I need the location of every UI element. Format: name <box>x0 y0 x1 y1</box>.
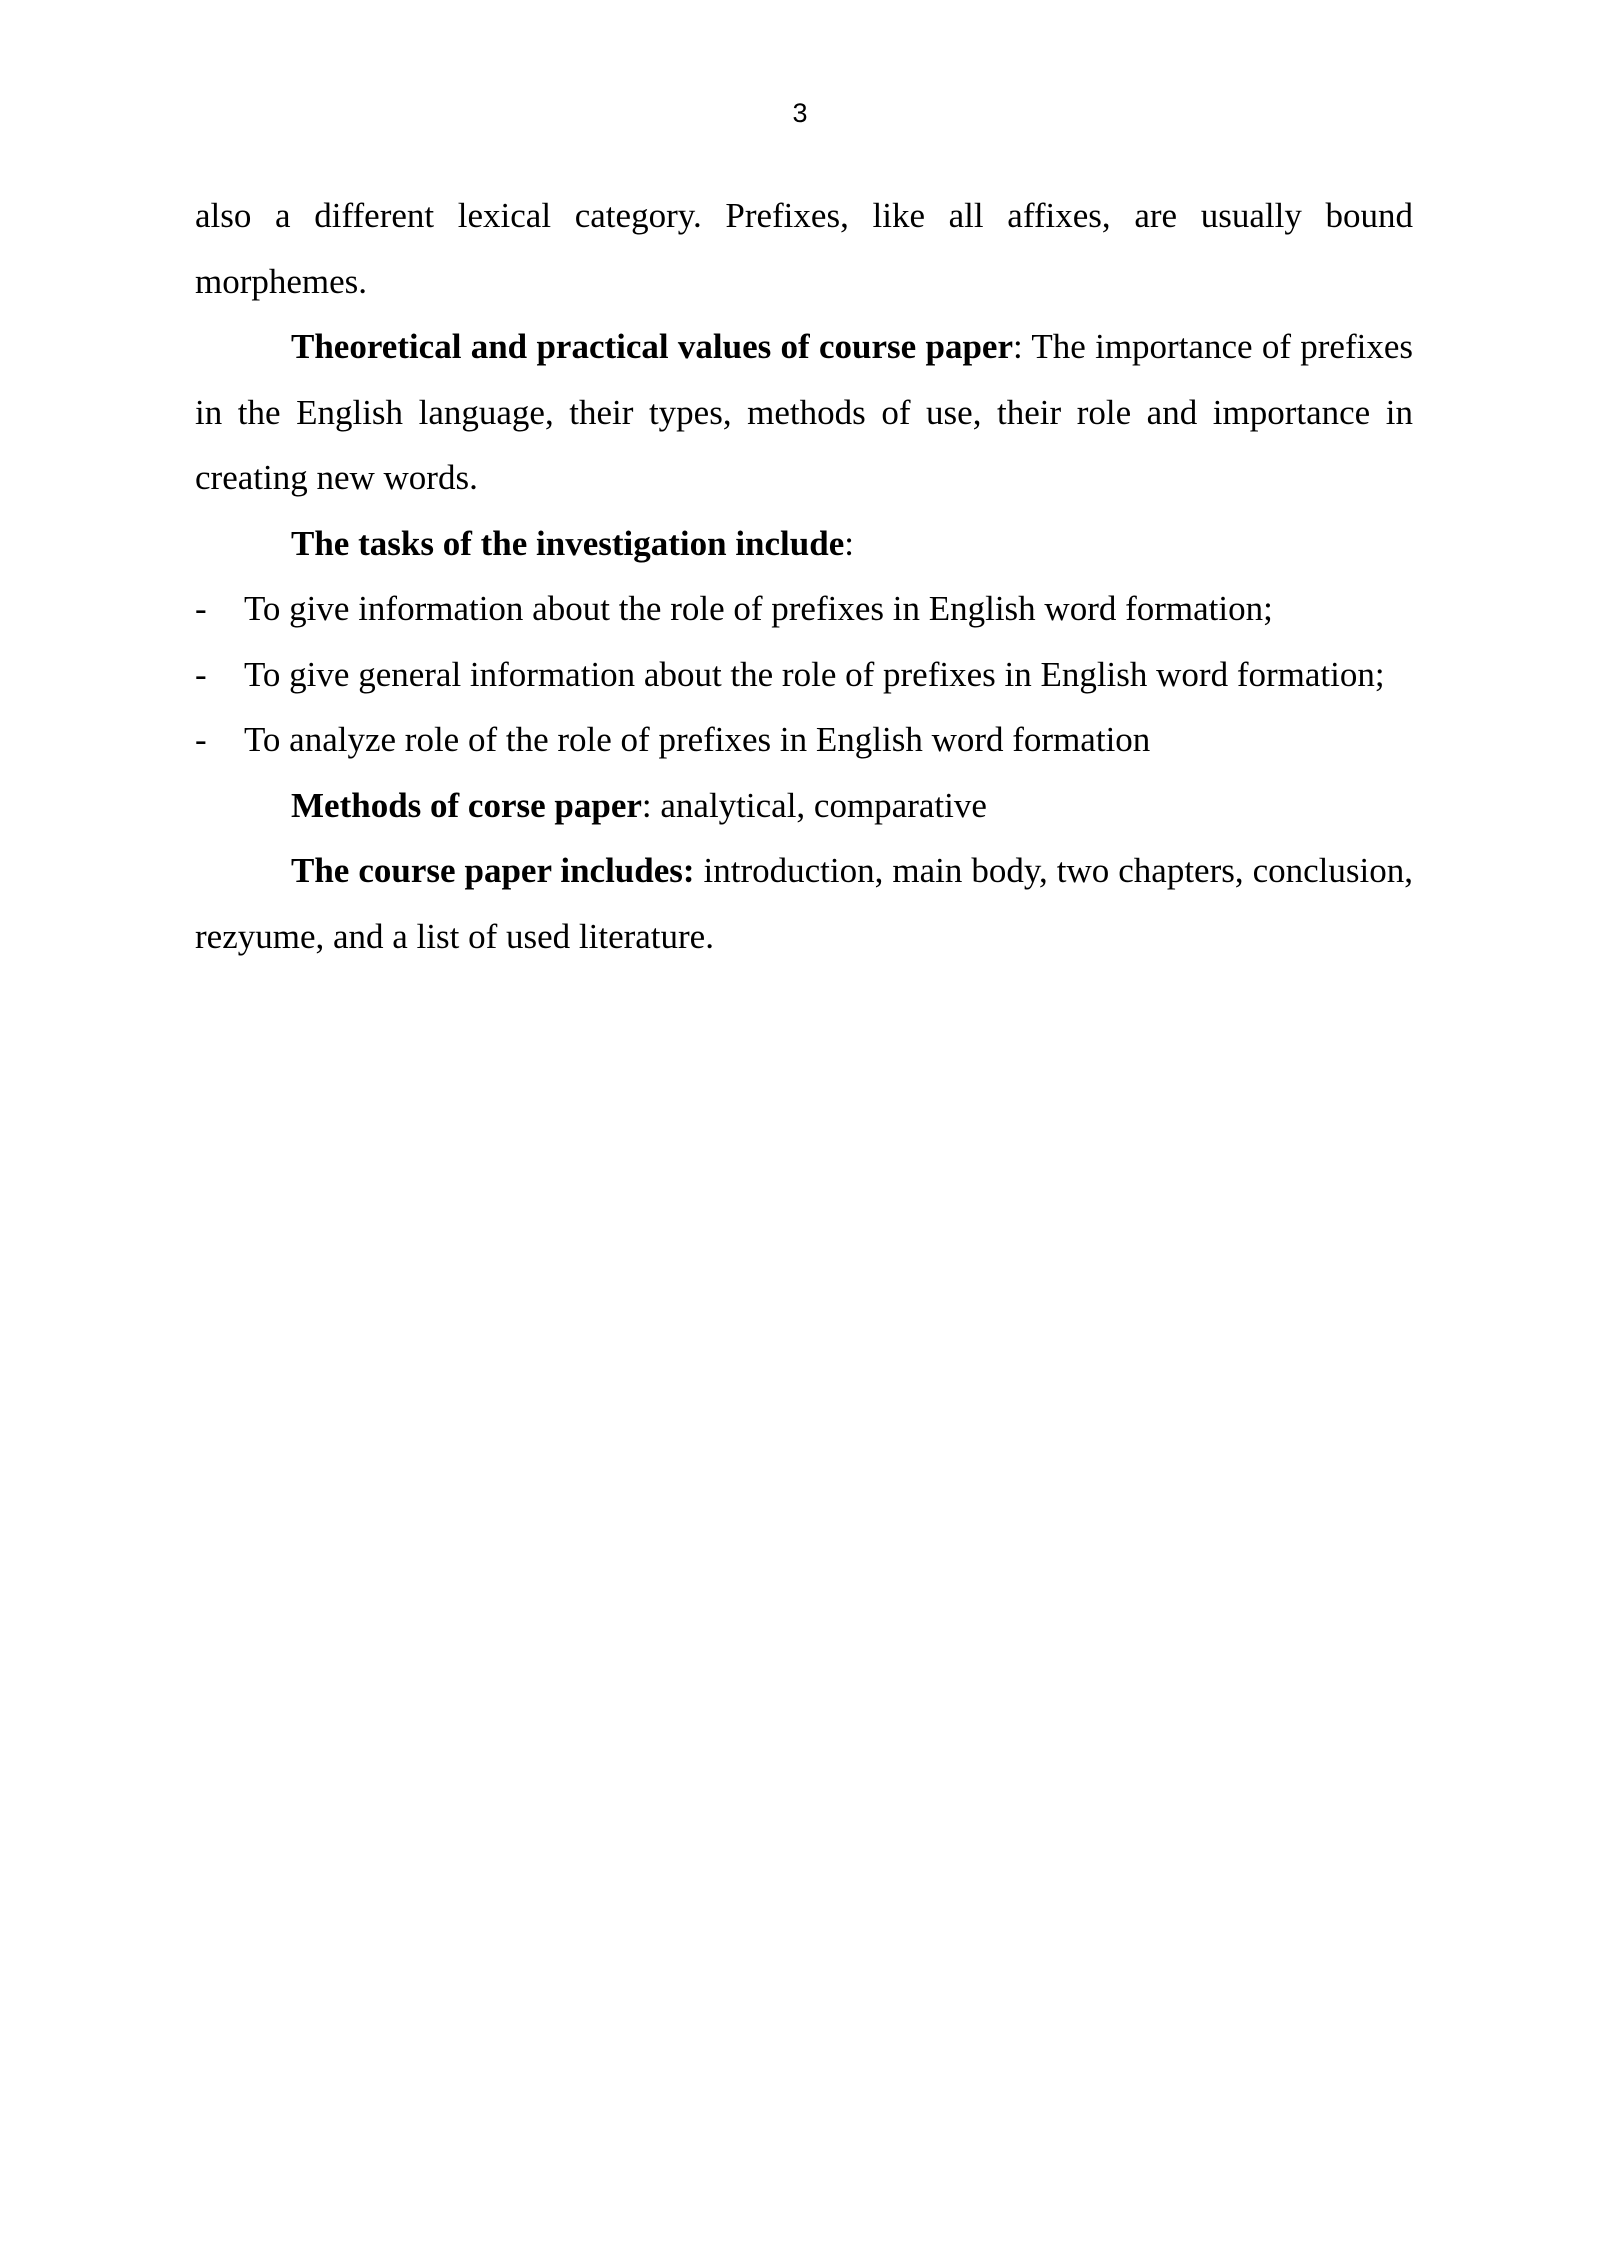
methods-paragraph <box>195 773 1413 839</box>
methods-separator: : <box>641 785 661 825</box>
task-bullet: - <box>195 720 207 759</box>
values-paragraph <box>195 314 1413 511</box>
structure-paragraph <box>195 838 1413 969</box>
task-item-text: To give general information about the role of prefixes in English word formation; <box>244 654 1385 694</box>
task-item <box>195 707 1413 773</box>
task-bullet: - <box>195 589 207 628</box>
values-text: The importance of prefixes in the English language, their types, methods of use, their role and importance in creating new words. <box>195 327 1414 497</box>
intro-paragraph: also a different lexical category. Prefixes, like all affixes, are usually bound morphemes. <box>195 196 1413 301</box>
structure-text: introduction, main body, two chapters, conclusion, rezyume, and a list of used literature. <box>195 851 1413 956</box>
structure-separator <box>695 851 704 890</box>
document-body <box>195 183 1413 969</box>
methods-text: analytical, comparative <box>660 785 987 825</box>
task-item <box>195 576 1413 642</box>
task-item <box>195 642 1413 708</box>
tasks-paragraph <box>195 511 1413 577</box>
values-heading: Theoretical and practical values of course paper <box>291 327 1013 366</box>
tasks-heading: The tasks of the investigation include <box>291 523 845 563</box>
methods-heading: Methods of corse paper <box>291 785 642 825</box>
structure-heading: The course paper includes: <box>291 851 695 890</box>
values-separator: : <box>1013 327 1032 366</box>
task-item-text: To analyze role of the role of prefixes in English word formation <box>244 720 1151 759</box>
task-item-text: To give information about the role of prefixes in English word formation; <box>244 589 1273 628</box>
tasks-separator: : <box>844 523 854 563</box>
page-number: 3 <box>792 98 808 128</box>
task-bullet: - <box>195 654 207 694</box>
